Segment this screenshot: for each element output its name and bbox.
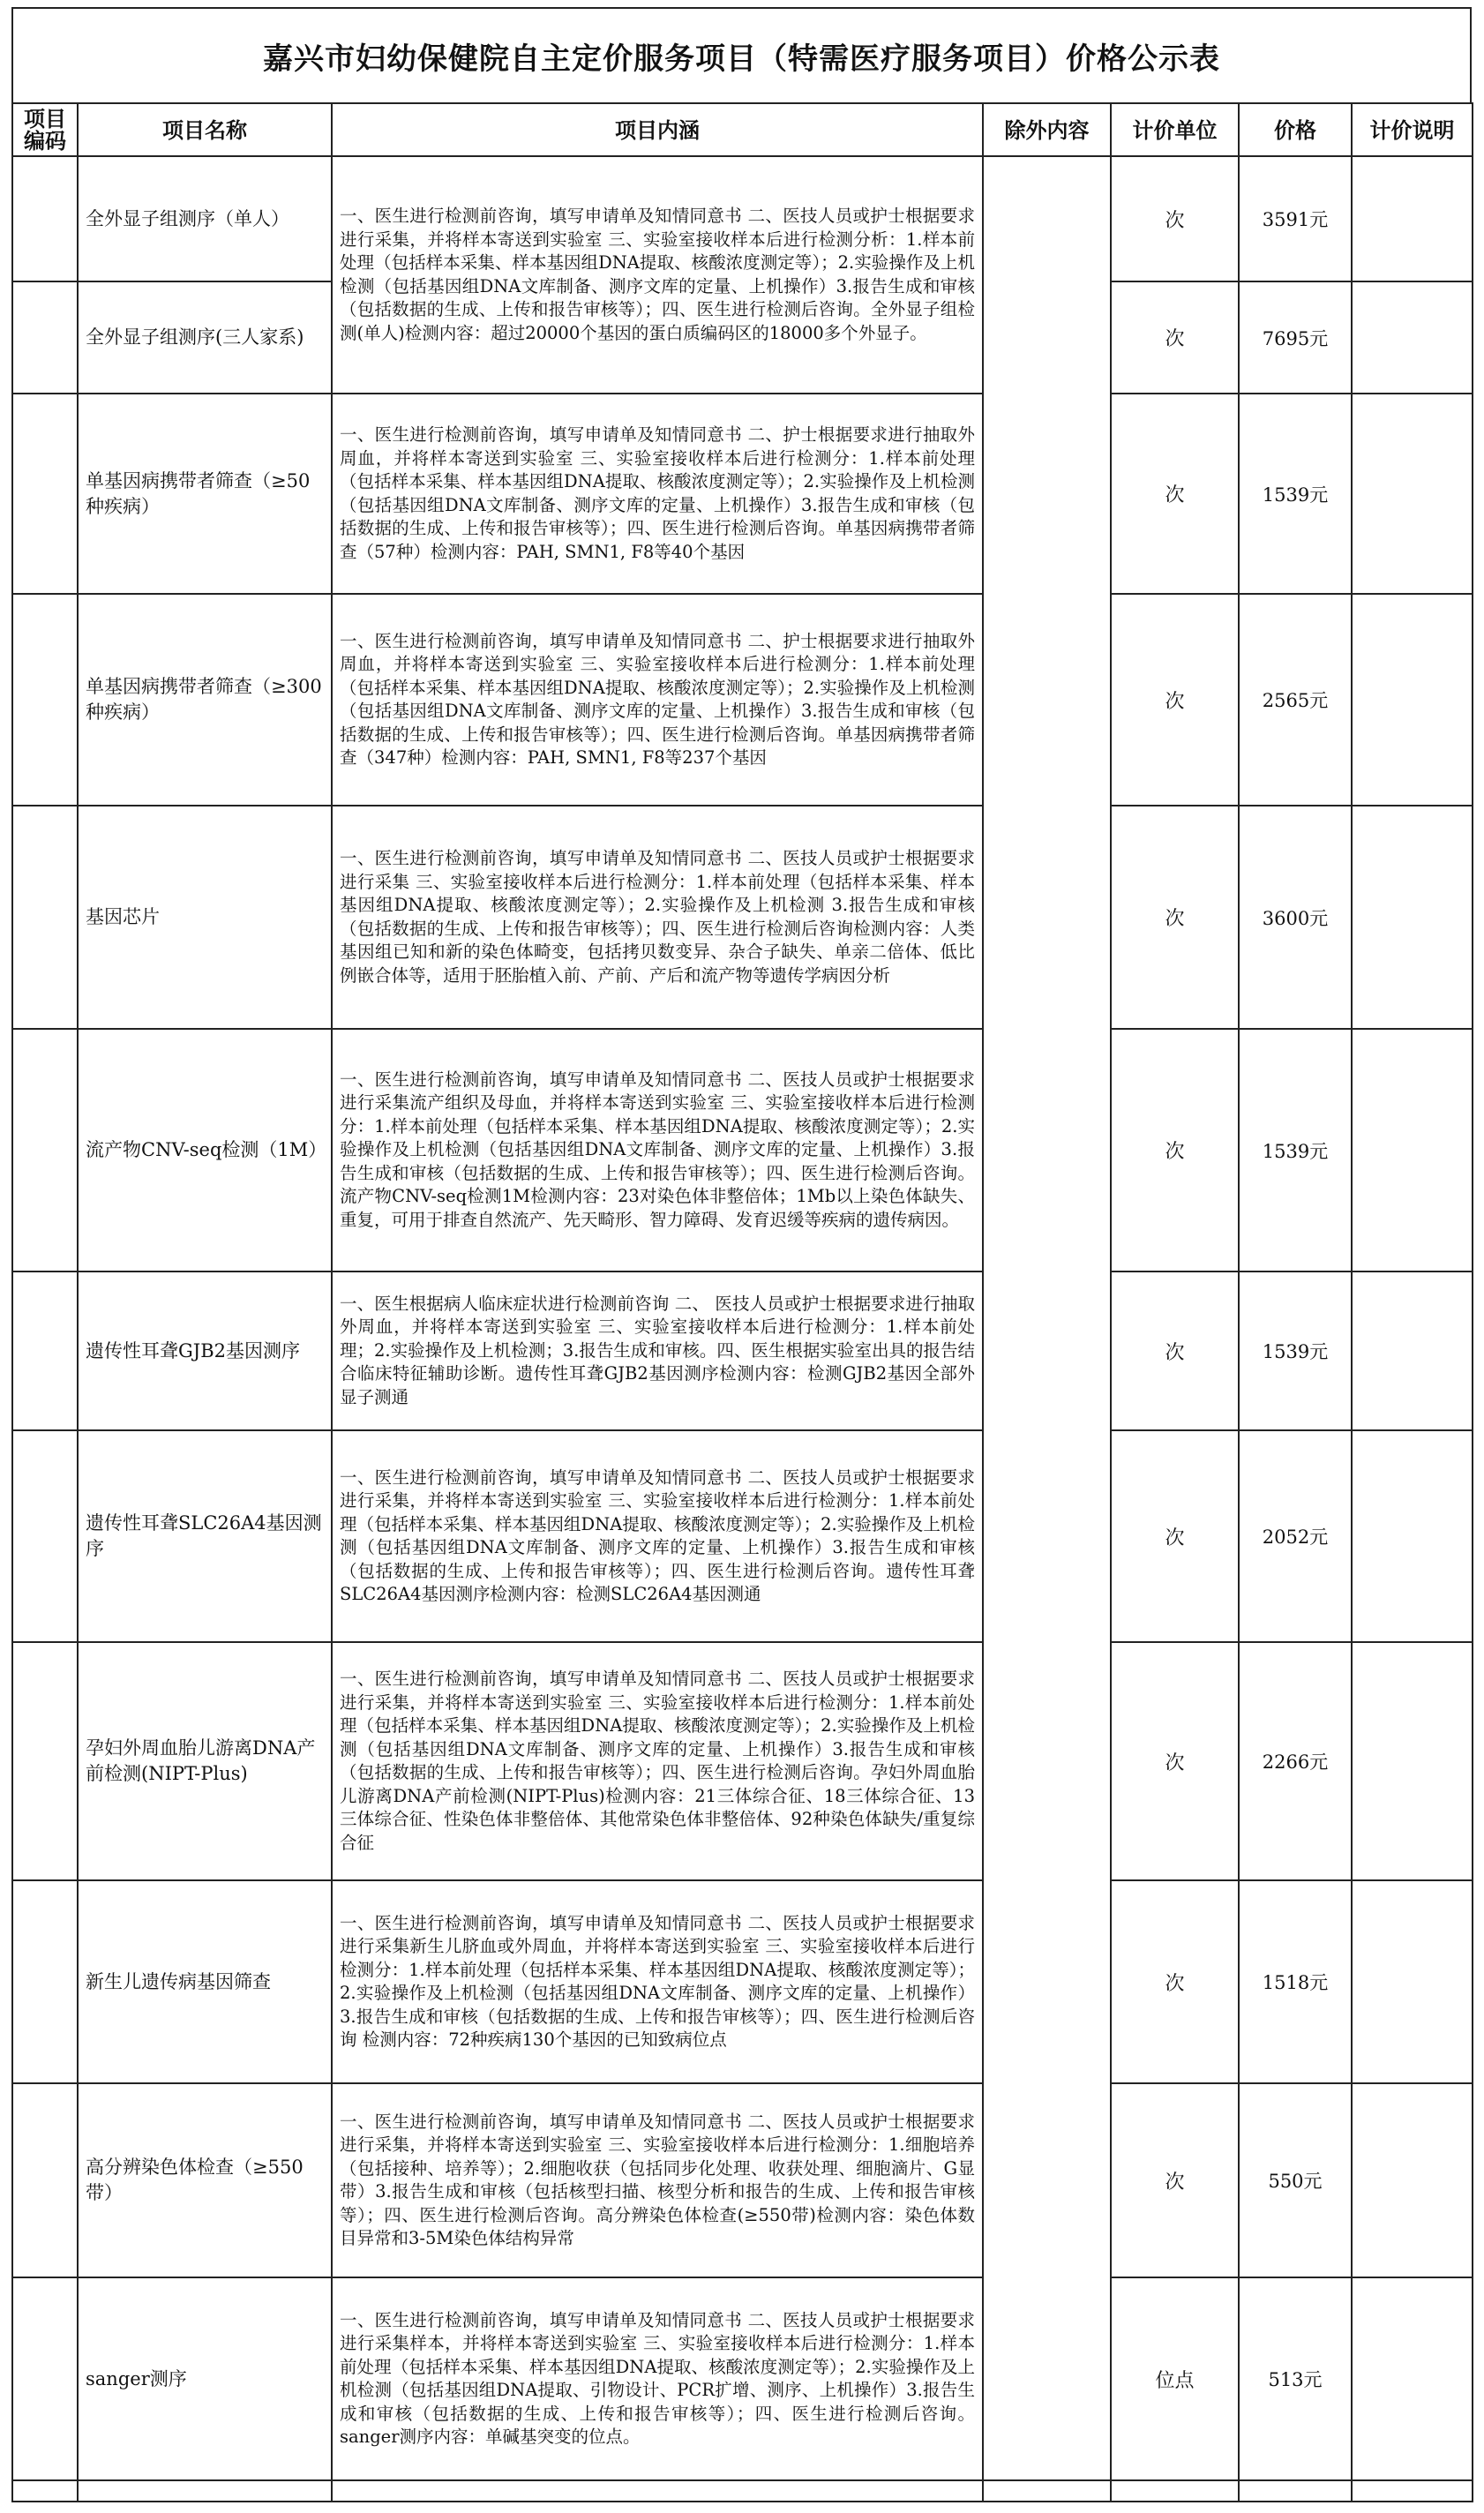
header-code: 项目编码 [12, 103, 78, 156]
table-row [12, 2083, 1473, 2277]
header-row [12, 103, 1473, 156]
empty-cell [12, 2480, 78, 2502]
code-cell [12, 2277, 78, 2480]
item-name: 新生儿遗传病基因筛查 [78, 1880, 332, 2083]
table-row [12, 1272, 1473, 1430]
item-unit: 次 [1111, 394, 1239, 594]
table-row [12, 1642, 1473, 1880]
item-content: 一、医生进行检测前咨询，填写申请单及知情同意书 二、护士根据要求进行抽取外周血，并将样本寄送到实验室 三、实验室接收样本后进行检测分：1.样本前处理（包括样本采集、样本基因组DNA提取、核酸浓度测定等）；2.实验操作及上机检测（包括基因组DNA文库制备、测序文库的定量、上机操作）3.报告生成和审核（包括数据的生成、上传和报告审核等）；四、医生进行检测后咨询。单基因病携带者筛查（57种）检测内容：PAH, SMN1, F8等40个基因 [332, 394, 983, 594]
note-cell [1352, 1642, 1473, 1880]
item-unit: 次 [1111, 806, 1239, 1029]
code-cell [12, 1029, 78, 1272]
code-cell [12, 394, 78, 594]
item-price: 2052元 [1239, 1430, 1352, 1642]
item-name: 遗传性耳聋SLC26A4基因测序 [78, 1430, 332, 1642]
item-name: 单基因病携带者筛查（≥50种疾病） [78, 394, 332, 594]
header-unit: 计价单位 [1111, 103, 1239, 156]
price-sheet [11, 7, 1472, 2502]
item-price: 1539元 [1239, 1029, 1352, 1272]
header-content: 项目内涵 [332, 103, 983, 156]
item-price: 1539元 [1239, 1272, 1352, 1430]
item-price: 1539元 [1239, 394, 1352, 594]
table-row [12, 394, 1473, 594]
table-row [12, 1880, 1473, 2083]
item-name: 孕妇外周血胎儿游离DNA产前检测(NIPT-Plus) [78, 1642, 332, 1880]
item-name: 全外显子组测序(三人家系) [78, 281, 332, 394]
empty-cell [332, 2480, 983, 2502]
item-content: 一、医生进行检测前咨询，填写申请单及知情同意书 二、护士根据要求进行抽取外周血，并将样本寄送到实验室 三、实验室接收样本后进行检测分：1.样本前处理（包括样本采集、样本基因组DNA提取、核酸浓度测定等）；2.实验操作及上机检测（包括基因组DNA文库制备、测序文库的定量、上机操作）3.报告生成和审核（包括数据的生成、上传和报告审核等）；四、医生进行检测后咨询。单基因病携带者筛查（347种）检测内容：PAH, SMN1, F8等237个基因 [332, 594, 983, 806]
header-note: 计价说明 [1352, 103, 1473, 156]
item-price: 2565元 [1239, 594, 1352, 806]
note-cell [1352, 594, 1473, 806]
empty-cell [983, 2480, 1111, 2502]
note-cell [1352, 1880, 1473, 2083]
header-exclusion: 除外内容 [983, 103, 1111, 156]
item-unit: 次 [1111, 2083, 1239, 2277]
item-content: 一、医生根据病人临床症状进行检测前咨询 二、 医技人员或护士根据要求进行抽取外周血，并将样本寄送到实验室 三、实验室接收样本后进行检测分：1.样本前处理；2.实验操作及上机检测；3.报告生成和审核。四、医生根据实验室出具的报告结合临床特征辅助诊断。遗传性耳聋GJB2基因测序检测内容：检测GJB2基因全部外显子测通 [332, 1272, 983, 1430]
code-cell [12, 1642, 78, 1880]
item-unit: 次 [1111, 1430, 1239, 1642]
code-cell [12, 1880, 78, 2083]
item-content: 一、医生进行检测前咨询，填写申请单及知情同意书 二、医技人员或护士根据要求进行采集，并将样本寄送到实验室 三、实验室接收样本后进行检测分：1.样本前处理（包括样本采集、样本基因组DNA提取、核酸浓度测定等）；2.实验操作及上机检测（包括基因组DNA文库制备、测序文库的定量、上机操作）3.报告生成和审核（包括数据的生成、上传和报告审核等）；四、医生进行检测后咨询。遗传性耳聋SLC26A4基因测序检测内容：检测SLC26A4基因测通 [332, 1430, 983, 1642]
note-cell [1352, 394, 1473, 594]
code-cell [12, 594, 78, 806]
item-content: 一、医生进行检测前咨询，填写申请单及知情同意书 二、医技人员或护士根据要求进行采集新生儿脐血或外周血，并将样本寄送到实验室 三、实验室接收样本后进行检测分：1.样本前处理（包括样本采集、样本基因组DNA提取、核酸浓度测定等）；2.实验操作及上机检测（包括基因组DNA文库制备、测序文库的定量、上机操作）3.报告生成和审核（包括数据的生成、上传和报告审核等）；四、医生进行检测后咨询 检测内容：72种疾病130个基因的已知致病位点 [332, 1880, 983, 2083]
code-cell [12, 1272, 78, 1430]
code-cell [12, 2083, 78, 2277]
note-cell [1352, 1029, 1473, 1272]
note-cell [1352, 281, 1473, 394]
item-name: 遗传性耳聋GJB2基因测序 [78, 1272, 332, 1430]
item-price: 2266元 [1239, 1642, 1352, 1880]
item-unit: 次 [1111, 156, 1239, 281]
item-unit: 次 [1111, 1880, 1239, 2083]
note-cell [1352, 2277, 1473, 2480]
item-price: 1518元 [1239, 1880, 1352, 2083]
note-cell [1352, 1272, 1473, 1430]
item-name: 全外显子组测序（单人） [78, 156, 332, 281]
price-table [11, 102, 1473, 2502]
item-content: 一、医生进行检测前咨询，填写申请单及知情同意书 二、医技人员或护士根据要求进行采集，并将样本寄送到实验室 三、实验室接收样本后进行检测分析：1.样本前处理（包括样本采集、样本基因组DNA提取、核酸浓度测定等）；2.实验操作及上机检测（包括基因组DNA文库制备、测序文库的定量、上机操作）3.报告生成和审核（包括数据的生成、上传和报告审核等）；四、医生进行检测后咨询。全外显子组检测(单人)检测内容：超过20000个基因的蛋白质编码区的18000多个外显子。 [332, 156, 983, 394]
item-name: 流产物CNV-seq检测（1M） [78, 1029, 332, 1272]
exclusion-cell [983, 156, 1111, 2480]
note-cell [1352, 806, 1473, 1029]
code-cell [12, 281, 78, 394]
item-name: 单基因病携带者筛查（≥300种疾病） [78, 594, 332, 806]
page-title: 嘉兴市妇幼保健院自主定价服务项目（特需医疗服务项目）价格公示表 [11, 7, 1472, 102]
item-price: 7695元 [1239, 281, 1352, 394]
item-name: 高分辨染色体检查（≥550带） [78, 2083, 332, 2277]
table-row [12, 2277, 1473, 2480]
item-unit: 次 [1111, 1029, 1239, 1272]
empty-cell [1352, 2480, 1473, 2502]
code-cell [12, 1430, 78, 1642]
code-cell [12, 156, 78, 281]
item-price: 3600元 [1239, 806, 1352, 1029]
item-content: 一、医生进行检测前咨询，填写申请单及知情同意书 二、医技人员或护士根据要求进行采集样本，并将样本寄送到实验室 三、实验室接收样本后进行检测分：1.样本前处理（包括样本采集、样本基因组DNA提取、核酸浓度测定等）；2.实验操作及上机检测（包括基因组DNA提取、引物设计、PCR扩增、测序、上机操作）3.报告生成和审核（包括数据的生成、上传和报告审核等）；四、医生进行检测后咨询。sanger测序内容：单碱基突变的位点。 [332, 2277, 983, 2480]
item-content: 一、医生进行检测前咨询，填写申请单及知情同意书 二、医技人员或护士根据要求进行采集流产组织及母血，并将样本寄送到实验室 三、实验室接收样本后进行检测分：1.样本前处理（包括样本采集、样本基因组DNA提取、核酸浓度测定等）；2.实验操作及上机检测（包括基因组DNA文库制备、测序文库的定量、上机操作）3.报告生成和审核（包括数据的生成、上传和报告审核等）；四、医生进行检测后咨询。流产物CNV-seq检测1M检测内容：23对染色体非整倍体；1Mb以上染色体缺失、重复，可用于排查自然流产、先天畸形、智力障碍、发育迟缓等疾病的遗传病因。 [332, 1029, 983, 1272]
item-name: sanger测序 [78, 2277, 332, 2480]
table-row [12, 1430, 1473, 1642]
table-row-empty [12, 2480, 1473, 2502]
note-cell [1352, 156, 1473, 281]
item-unit: 位点 [1111, 2277, 1239, 2480]
item-unit: 次 [1111, 1642, 1239, 1880]
table-row [12, 1029, 1473, 1272]
item-name: 基因芯片 [78, 806, 332, 1029]
item-unit: 次 [1111, 594, 1239, 806]
empty-cell [78, 2480, 332, 2502]
code-cell [12, 806, 78, 1029]
header-name: 项目名称 [78, 103, 332, 156]
empty-cell [1239, 2480, 1352, 2502]
table-row [12, 156, 1473, 281]
empty-cell [1111, 2480, 1239, 2502]
item-unit: 次 [1111, 1272, 1239, 1430]
item-content: 一、医生进行检测前咨询，填写申请单及知情同意书 二、医技人员或护士根据要求进行采集，并将样本寄送到实验室 三、实验室接收样本后进行检测分：1.细胞培养（包括接种、培养等）；2.细胞收获（包括同步化处理、收获处理、细胞滴片、G显带）3.报告生成和审核（包括核型扫描、核型分析和报告的生成、上传和报告审核等）；四、医生进行检测后咨询。高分辨染色体检查(≥550带)检测内容：染色体数目异常和3-5M染色体结构异常 [332, 2083, 983, 2277]
table-row [12, 806, 1473, 1029]
note-cell [1352, 1430, 1473, 1642]
table-row [12, 594, 1473, 806]
header-price: 价格 [1239, 103, 1352, 156]
item-content: 一、医生进行检测前咨询，填写申请单及知情同意书 二、医技人员或护士根据要求进行采集，并将样本寄送到实验室 三、实验室接收样本后进行检测分：1.样本前处理（包括样本采集、样本基因组DNA提取、核酸浓度测定等）；2.实验操作及上机检测（包括基因组DNA文库制备、测序文库的定量、上机操作）3.报告生成和审核（包括数据的生成、上传和报告审核等）；四、医生进行检测后咨询。孕妇外周血胎儿游离DNA产前检测(NIPT-Plus)检测内容：21三体综合征、18三体综合征、13三体综合征、性染色体非整倍体、其他常染色体非整倍体、92种染色体缺失/重复综合征 [332, 1642, 983, 1880]
item-price: 550元 [1239, 2083, 1352, 2277]
item-price: 513元 [1239, 2277, 1352, 2480]
item-unit: 次 [1111, 281, 1239, 394]
item-content: 一、医生进行检测前咨询，填写申请单及知情同意书 二、医技人员或护士根据要求进行采集 三、实验室接收样本后进行检测分：1.样本前处理（包括样本采集、样本基因组DNA提取、核酸浓度测定等）；2.实验操作及上机检测 3.报告生成和审核（包括数据的生成、上传和报告审核等）；四、医生进行检测后咨询检测内容：人类基因组已知和新的染色体畸变，包括拷贝数变异、杂合子缺失、单亲二倍体、低比例嵌合体等，适用于胚胎植入前、产前、产后和流产物等遗传学病因分析 [332, 806, 983, 1029]
note-cell [1352, 2083, 1473, 2277]
item-price: 3591元 [1239, 156, 1352, 281]
